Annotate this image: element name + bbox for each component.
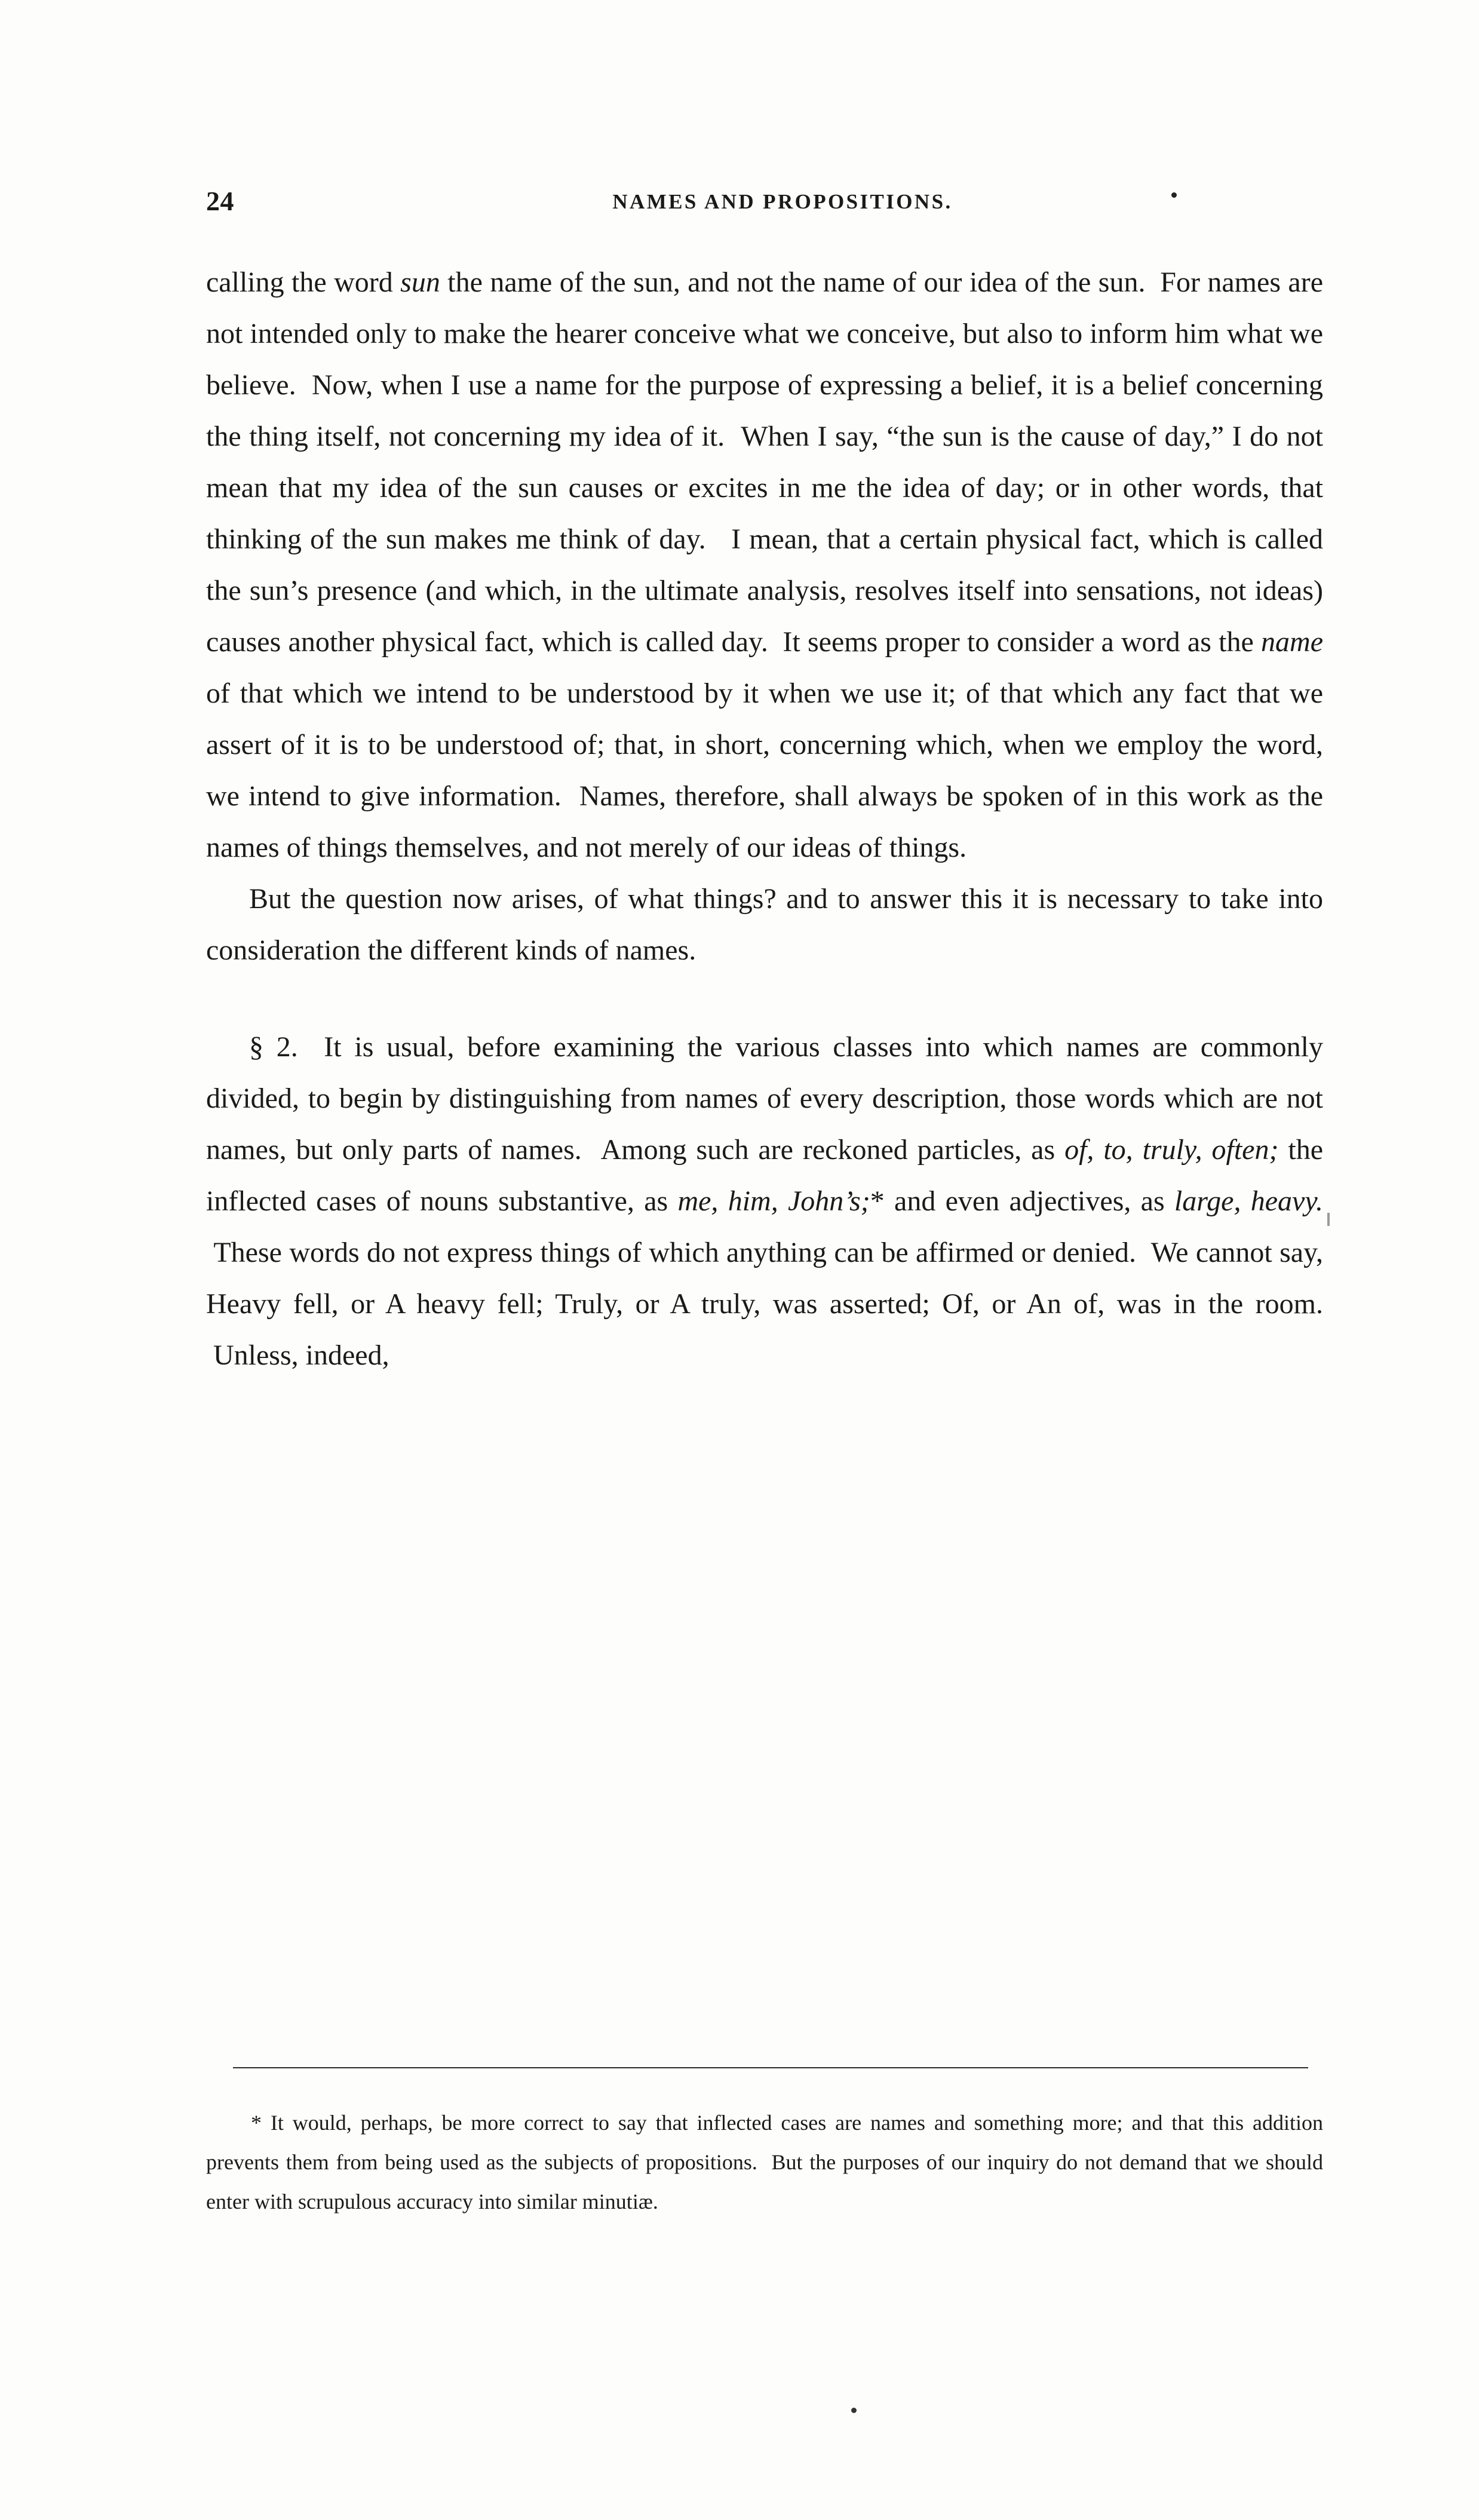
body-text (206, 257, 1323, 1381)
paragraph-2: But the question now arises, of what things? and to answer this it is necessary to take into consideration the different kinds of names. (206, 883, 1323, 966)
page-number: 24 (206, 186, 234, 216)
footnote (206, 2103, 1323, 2221)
running-head (206, 179, 1323, 233)
page-edge-mark (1327, 1213, 1330, 1226)
ink-speck-bottom-icon (851, 2408, 857, 2413)
paragraph-1: calling the word sun the name of the sun, and not the name of our idea of the sun. For names are not intended only to make the hearer conceive what we conceive, but also to inform him what we believe. Now, when I use a name for the purpose of expressing a belief, it is a belief concerning the thing itself, not concerning my idea of it. When I say, “the sun is the cause of day,” I do not mean that my idea of the sun causes or excites in me the idea of day; or in other words, that thinking of the sun makes me think of day. I mean, that a certain physical fact, which is called the sun’s presence (and which, in the ultimate analysis, resolves itself into sensations, not ideas) causes another physical fact, which is called day. It seems proper to consider a word as the name of that which we intend to be understood by it when we use it; of that which any fact that we assert of it is to be understood of; that, in short, concerning which, when we employ the word, we intend to give information. Names, therefore, shall always be spoken of in this work as the names of things themselves, and not merely of our ideas of things. (206, 266, 1324, 863)
page-content (206, 179, 1323, 1381)
paragraph-3: § 2. It is usual, before examining the various classes into which names are commonly divided, to begin by distinguishing from names of every description, those words which are not names, but only parts of names. Among such are reckoned particles, as of, to, truly, often; the inflected cases of nouns substantive, as me, him, John’s;* and even adjectives, as large, heavy. These words do not express things of which anything can be affirmed or denied. We cannot say, Heavy fell, or A heavy fell; Truly, or A truly, was asserted; Of, or An of, was in the room. Unless, indeed, (206, 1031, 1324, 1371)
footnote-rule (233, 2067, 1308, 2068)
paragraph-spacer (206, 976, 1323, 1022)
running-title: NAMES AND PROPOSITIONS. (612, 190, 953, 213)
ink-speck-icon (1171, 192, 1177, 198)
footnote-text: * It would, perhaps, be more correct to say that inflected cases are names and something more; and that this addition prevents them from being used as the subjects of propositions. But the purposes of our inquiry do not demand that we should enter with scrupulous accuracy into similar minutiæ. (206, 2111, 1323, 2214)
